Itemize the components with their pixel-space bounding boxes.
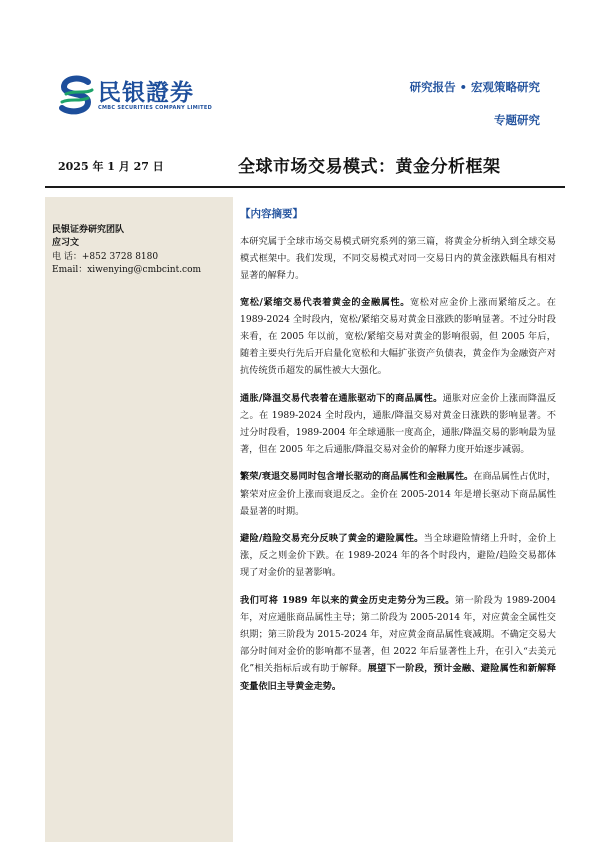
analyst-phone: 电 话：+852 3728 8180: [52, 251, 159, 262]
research-team: [52, 224, 201, 277]
paragraph-text: 第一阶段为 1989-2004 年，对应通胀商品属性主导；第二阶段为 2005-2014 年，对应黄金全属性交织期；第三阶段为 2015-2024 年，对应黄金商品属性衰减期。不确定交易大部分时间对金价的影响都不显著，但 2022 年后显著性上升，在引入“去美元化”相关指标后或有助于解释。: [240, 594, 557, 675]
paragraph-text: 当全球避险情绪上升时，金价上涨，反之则金价下跌。在 1989-2024 年的各个时段内，避险/趋险交易都体现了对金价的显著影响。: [240, 533, 557, 579]
summary-heading: 【内容摘要】: [240, 208, 303, 220]
summary-paragraph: [240, 390, 556, 459]
analyst-email: Email：xiwenying@cmbcint.com: [52, 264, 202, 275]
summary-paragraph: [240, 294, 556, 380]
logo-chinese-name: 民银證券: [98, 80, 194, 106]
paragraph-lead: 繁荣/衰退交易同时包含增长驱动的商品属性和金融属性。: [240, 471, 474, 483]
logo-english-name: CMBC SECURITIES COMPANY LIMITED: [98, 105, 213, 111]
title-divider: [45, 186, 565, 188]
report-subtype: 专题研究: [494, 113, 540, 127]
team-name: 民银证券研究团队: [52, 225, 125, 235]
analyst-name: 应习文: [52, 238, 80, 249]
report-title: 全球市场交易模式：黄金分析框架: [238, 157, 501, 177]
paragraph-text: 宽松对应金价上涨而紧缩反之。在 1989-2024 全时段内，宽松/紧缩交易对黄金日涨跌的影响显著。不过分时段来看，在 2005 年以前，宽松/紧缩交易对黄金的影响很弱，但 2005 年后，随着主要央行先后开启量化宽松和大幅扩张资产负债表，黄金作为金融资产对抗传统货币超发的属性被大大强化。: [240, 296, 556, 377]
paragraph-conclusion: 展望下一阶段，预计金融、避险属性和新解释变量依旧主导黄金走势。: [240, 663, 556, 692]
paragraph-lead: 宽松/紧缩交易代表着黄金的金融属性。: [240, 296, 411, 308]
company-logo: [58, 74, 213, 118]
summary-paragraph: [240, 530, 556, 582]
logo-emblem-icon: [58, 74, 96, 118]
paragraph-text: 通胀对应金价上涨而降温反之。在 1989-2024 全时段内，通胀/降温交易对黄金日涨跌的影响显著。不过分时段看，1989-2004 年全球通胀一度高企，通胀/降温交易的影响最为显著，但在 2005 年之后通胀/降温交易对金价的解释力度开始逐步减弱。: [240, 392, 557, 456]
sidebar-panel: [45, 197, 233, 842]
paragraph-lead: 避险/趋险交易充分反映了黄金的避险属性。: [240, 533, 424, 545]
summary-paragraph: [240, 592, 556, 695]
summary-body: [240, 233, 556, 705]
paragraph-lead: 通胀/降温交易代表着在通胀驱动下的商品属性。: [240, 392, 443, 404]
paragraph-text: 在商品属性占优时，繁荣对应金价上涨而衰退反之。金价在 2005-2014 年是增长驱动下商品属性最显著的时期。: [240, 471, 556, 517]
summary-paragraph: [240, 468, 556, 520]
report-date: 2025 年 1 月 27 日: [58, 160, 164, 173]
report-type: 研究报告 • 宏观策略研究: [409, 80, 540, 94]
summary-intro: 本研究属于全球市场交易模式研究系列的第三篇，将黄金分析纳入到全球交易模式框架中。我们发现，不同交易模式对同一交易日内的黄金涨跌幅具有相对显著的解释力。: [240, 236, 556, 282]
paragraph-lead: 我们可将 1989 年以来的黄金历史走势分为三段。: [240, 594, 455, 606]
